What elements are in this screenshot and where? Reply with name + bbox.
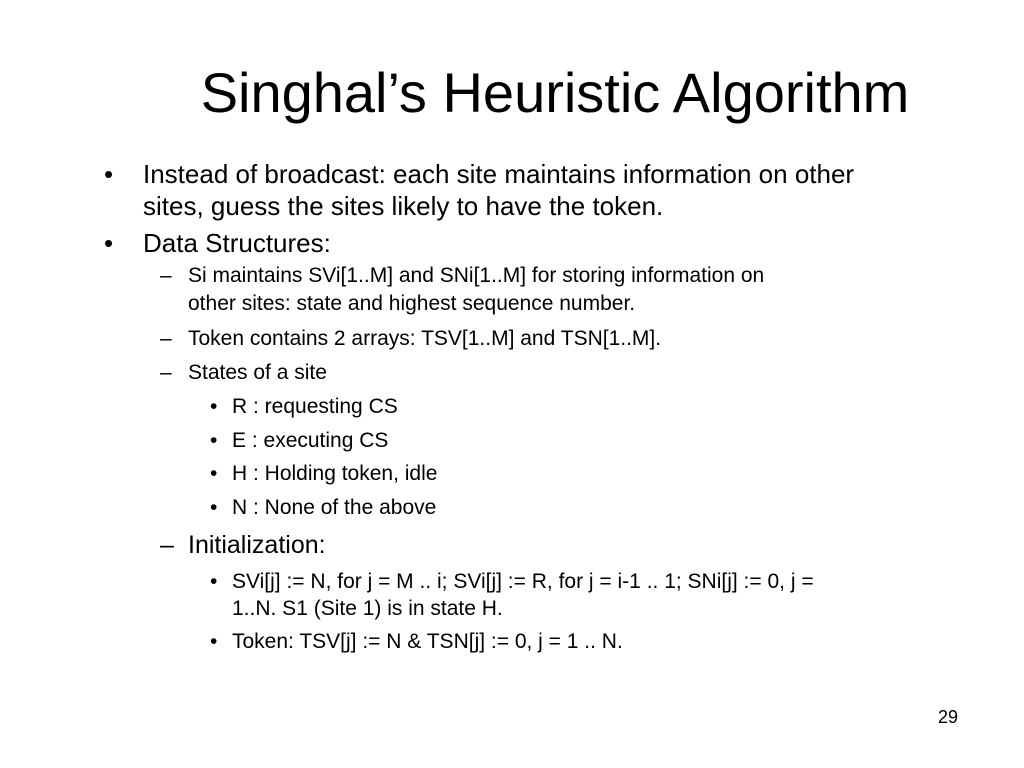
slide-title: Singhal’s Heuristic Algorithm: [200, 61, 910, 124]
state-r: R : requesting CS: [232, 395, 398, 418]
init-svi-line-2: 1..N. S1 (Site 1) is in state H.: [232, 597, 503, 620]
sub-item-token-contains: Token contains 2 arrays: TSV[1..M] and TSN[1..M].: [188, 327, 662, 350]
dash-marker: –: [160, 531, 174, 559]
sub-bullet-marker: •: [210, 462, 218, 485]
state-h: H : Holding token, idle: [232, 462, 438, 485]
sub-bullet-marker: •: [210, 496, 218, 519]
sub-bullet-marker: •: [210, 570, 218, 593]
page-number: 29: [938, 707, 959, 727]
dash-marker: –: [160, 361, 172, 384]
sub-item-states-of-a-site: States of a site: [188, 361, 327, 384]
sub-bullet-marker: •: [210, 630, 218, 653]
sub-bullet-marker: •: [210, 395, 218, 418]
dash-marker: –: [160, 264, 172, 287]
bullet-1-line-2: sites, guess the sites likely to have the token.: [143, 191, 664, 221]
dash-marker: –: [160, 327, 172, 350]
bullet-2-line-1: Data Structures:: [143, 228, 331, 258]
sub-item-initialization: Initialization:: [188, 531, 326, 559]
sub-bullet-marker: •: [210, 429, 218, 452]
bullet-marker: •: [104, 228, 114, 258]
bullet-marker: •: [104, 159, 114, 189]
init-svi-line-1: SVi[j] := N, for j = M .. i; SVi[j] := R, for j = i-1 .. 1; SNi[j] := 0, j =: [232, 570, 814, 593]
state-e: E : executing CS: [232, 429, 389, 452]
sub-item-si-maintains-line-2: other sites: state and highest sequence number.: [188, 292, 636, 315]
init-token: Token: TSV[j] := N & TSN[j] := 0, j = 1 .. N.: [232, 630, 623, 653]
sub-item-si-maintains-line-1: Si maintains SVi[1..M] and SNi[1..M] for storing information on: [188, 264, 765, 287]
bullet-1-line-1: Instead of broadcast: each site maintains information on other: [143, 159, 855, 189]
state-n: N : None of the above: [232, 496, 437, 519]
